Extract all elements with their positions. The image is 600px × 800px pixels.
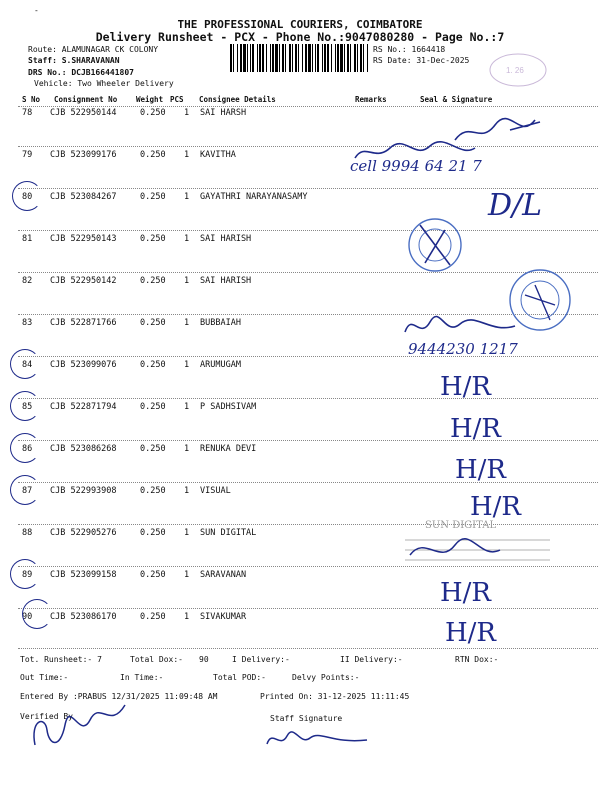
sno-circle [22, 599, 52, 629]
header-divider [18, 106, 598, 107]
seal-stamp [405, 215, 465, 279]
row-weight: 0.250 [140, 528, 166, 538]
table-row [0, 402, 600, 444]
route-label: Route: ALAMUNAGAR CK COLONY [28, 45, 159, 54]
col-sno: S No [22, 95, 41, 104]
row-pcs: 1 [184, 150, 190, 160]
row-divider [18, 524, 598, 525]
company-title: THE PROFESSIONAL COURIERS, COIMBATORE [177, 18, 423, 31]
total-dox-label: Total Dox:- [130, 655, 183, 664]
col-consignee: Consignee Details [199, 95, 276, 104]
row-sno: 87 [22, 486, 33, 496]
tot-runsheet: Tot. Runsheet:- 7 [20, 655, 102, 664]
verified-by: Verified By [20, 712, 73, 721]
row-weight: 0.250 [140, 318, 166, 328]
row-sno: 79 [22, 150, 33, 160]
row-consignee: GAYATHRI NARAYANASAMY [200, 192, 308, 202]
sno-circle [10, 559, 40, 589]
handwritten-hr: H/R [455, 455, 507, 485]
row-consignment: CJB 523084267 [50, 192, 117, 202]
col-signature: Seal & Signature [420, 95, 493, 104]
row-consignment: CJB 523099076 [50, 360, 117, 370]
row-pcs: 1 [184, 528, 190, 538]
row-sno: 86 [22, 444, 33, 454]
table-row [0, 570, 600, 612]
row-weight: 0.250 [140, 276, 166, 286]
col-remarks: Remarks [355, 95, 387, 104]
i-delivery: I Delivery:- [232, 655, 290, 664]
row-divider [18, 398, 598, 399]
row-divider [18, 482, 598, 483]
handwritten-hr: H/R [440, 578, 492, 608]
staff-signature-label: Staff Signature [270, 714, 343, 723]
row-weight: 0.250 [140, 192, 166, 202]
row-consignee: BUBBAIAH [200, 318, 241, 328]
row-consignee: KAVITHA [200, 150, 236, 160]
row-pcs: 1 [184, 234, 190, 244]
row-divider [18, 608, 598, 609]
row-sno: 84 [22, 360, 33, 370]
col-weight: Weight [136, 95, 164, 104]
row-weight: 0.250 [140, 150, 166, 160]
row-pcs: 1 [184, 318, 190, 328]
sno-circle [12, 181, 42, 211]
row-consignment: CJB 522950142 [50, 276, 117, 286]
row-consignee: VISUAL [200, 486, 231, 496]
in-time: In Time:- [120, 673, 164, 682]
row-pcs: 1 [184, 276, 190, 286]
row-consignment: CJB 522950143 [50, 234, 117, 244]
handwritten-phone: 9444230 1217 [408, 340, 518, 358]
row-consignment: CJB 523099176 [50, 150, 117, 160]
row-pcs: 1 [184, 360, 190, 370]
row-pcs: 1 [184, 486, 190, 496]
row-pcs: 1 [184, 444, 190, 454]
row-divider [18, 230, 598, 231]
row-weight: 0.250 [140, 234, 166, 244]
rtn-dox: RTN Dox:- [455, 655, 499, 664]
row-sno: 89 [22, 570, 33, 580]
row-sno: 85 [22, 402, 33, 412]
row-pcs: 1 [184, 570, 190, 580]
company-stamp: SUN DIGITAL [425, 520, 497, 531]
drs-label: DRS No.: DCJB166441807 [28, 68, 134, 77]
row-divider [18, 440, 598, 441]
row-consignee: SARAVANAN [200, 570, 247, 580]
row-sno: 80 [22, 192, 33, 202]
row-sno: 81 [22, 234, 33, 244]
sno-circle [10, 475, 40, 505]
rs-date: RS Date: 31-Dec-2025 [373, 56, 470, 65]
row-sno: 83 [22, 318, 33, 328]
row-pcs: 1 [184, 612, 190, 622]
row-consignment: CJB 522871766 [50, 318, 117, 328]
row-pcs: 1 [184, 108, 190, 118]
handwritten-hr: H/R [450, 414, 502, 444]
corner-mark: - [34, 6, 39, 15]
row-consignee: SUN DIGITAL [200, 528, 257, 538]
col-consignment: Consignment No [54, 95, 118, 104]
row-consignment: CJB 522993908 [50, 486, 117, 496]
row-divider [18, 648, 598, 649]
row-pcs: 1 [184, 402, 190, 412]
barcode [230, 44, 370, 72]
row-consignee: RENUKA DEVI [200, 444, 257, 454]
row-consignee: SAI HARISH [200, 234, 252, 244]
handwritten-phone: cell 9994 64 21 7 [350, 157, 482, 175]
row-consignee: SAI HARSH [200, 108, 247, 118]
col-pcs: PCS [170, 95, 184, 104]
total-dox-value: 90 [199, 655, 209, 664]
verifier-signature [25, 700, 135, 759]
total-pod: Total POD:- [213, 673, 266, 682]
svg-text:1. 26: 1. 26 [506, 66, 524, 75]
row-weight: 0.250 [140, 360, 166, 370]
row-weight: 0.250 [140, 570, 166, 580]
company-stamp-lines [400, 530, 560, 574]
row-consignment: CJB 523086268 [50, 444, 117, 454]
runsheet-title: Delivery Runsheet - PCX - Phone No.:9047080280 - Page No.:7 [95, 30, 505, 44]
handwritten-hr: H/R [470, 492, 522, 522]
out-time: Out Time:- [20, 673, 69, 682]
row-sno: 78 [22, 108, 33, 118]
row-weight: 0.250 [140, 486, 166, 496]
row-consignment: CJB 523086170 [50, 612, 117, 622]
handwritten-hr: H/R [440, 372, 492, 402]
delvy-points: Delvy Points:- [292, 673, 360, 682]
faint-stamp [488, 50, 548, 94]
row-weight: 0.250 [140, 402, 166, 412]
rs-number: RS No.: 1664418 [373, 45, 446, 54]
row-consignment: CJB 522905276 [50, 528, 117, 538]
printed-on: Printed On: 31-12-2025 11:11:45 [260, 692, 410, 701]
sno-circle [10, 433, 40, 463]
staff-signature [262, 724, 372, 758]
handwritten-hr: H/R [445, 618, 497, 648]
row-consignee: SIVAKUMAR [200, 612, 247, 622]
row-sno: 90 [22, 612, 33, 622]
row-weight: 0.250 [140, 612, 166, 622]
sno-circle [10, 391, 40, 421]
row-pcs: 1 [184, 192, 190, 202]
row-weight: 0.250 [140, 108, 166, 118]
handwritten-dl: D/L [488, 188, 543, 223]
sno-circle [10, 349, 40, 379]
table-row [0, 360, 600, 402]
table-row [0, 150, 600, 192]
table-row [0, 444, 600, 486]
row-consignment: CJB 522871794 [50, 402, 117, 412]
row-consignment: CJB 523099158 [50, 570, 117, 580]
row-sno: 88 [22, 528, 33, 538]
row-consignee: ARUMUGAM [200, 360, 241, 370]
entered-by: Entered By :PRABUS 12/31/2025 11:09:48 AM [20, 692, 218, 701]
row-weight: 0.250 [140, 444, 166, 454]
vehicle-label: Vehicle: Two Wheeler Delivery [34, 79, 174, 88]
row-sno: 82 [22, 276, 33, 286]
row-consignee: SAI HARISH [200, 276, 252, 286]
row-consignment: CJB 522950144 [50, 108, 117, 118]
ii-delivery: II Delivery:- [340, 655, 403, 664]
row-consignee: P SADHSIVAM [200, 402, 257, 412]
staff-label: Staff: S.SHARAVANAN [28, 56, 120, 65]
